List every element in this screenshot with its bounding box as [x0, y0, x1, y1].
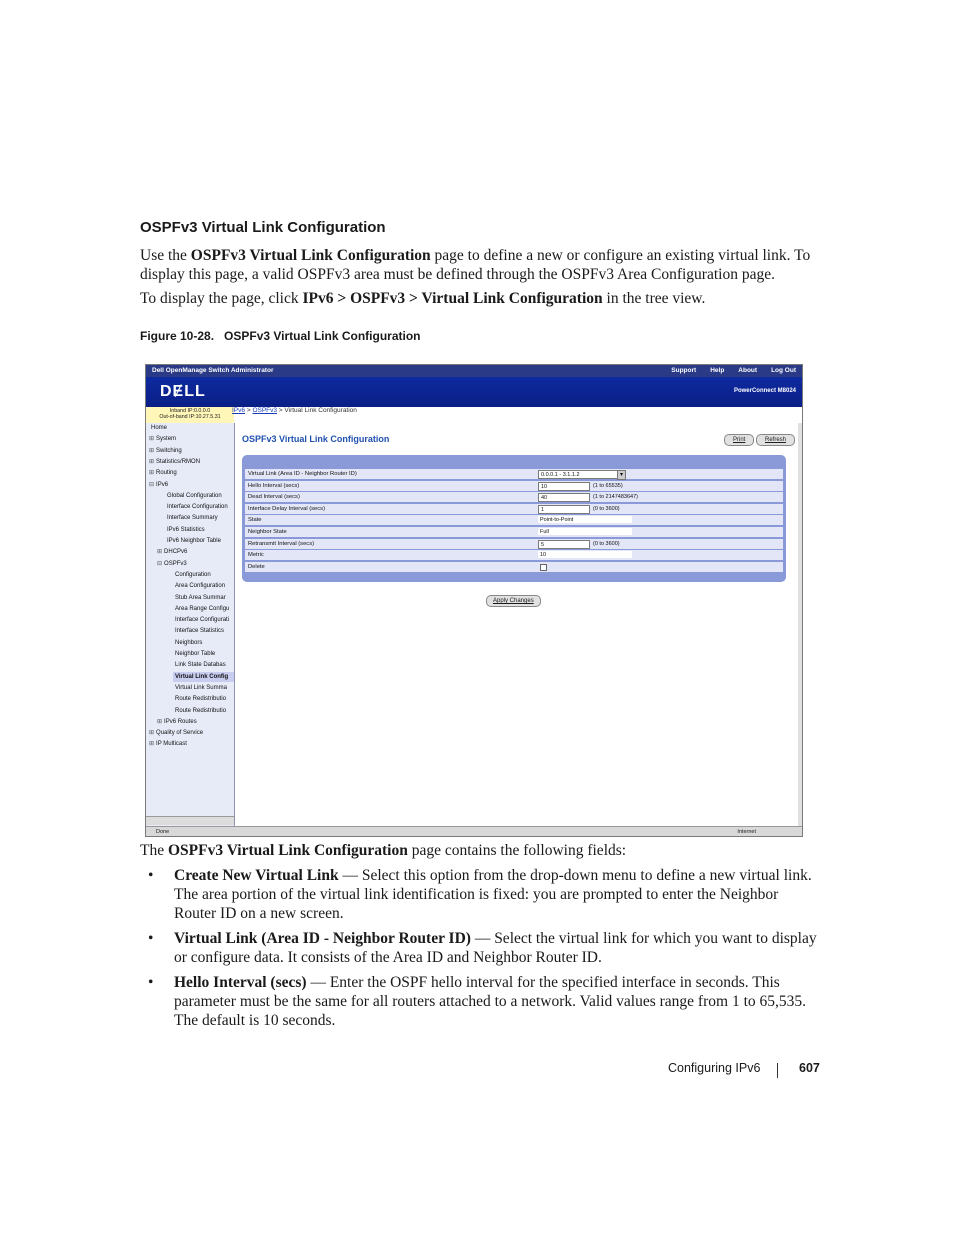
form-row	[245, 539, 783, 549]
list-item: • Create New Virtual Link — Select this option from the drop-down menu to define a new virtual link. The area portion of the virtual link identification is fixed: you are prompted to enter the Neighbor Router ID on a new screen.	[148, 867, 812, 922]
collapse-icon[interactable]: ⊟	[149, 481, 155, 488]
tree-item[interactable]	[157, 559, 234, 569]
tree-item[interactable]	[149, 457, 234, 467]
tree-item-label: IP Multicast	[156, 741, 187, 748]
tree-item[interactable]	[173, 683, 234, 693]
tree-item-label: Stub Area Summar	[175, 594, 226, 601]
value-input[interactable]: 5	[538, 540, 590, 549]
tree-item[interactable]	[165, 502, 234, 512]
refresh-button[interactable]: Refresh	[756, 434, 795, 446]
tree-item-label: Link State Databas	[175, 662, 226, 669]
form-row	[245, 481, 783, 491]
tree-item-label: Statistics/RMON	[156, 458, 201, 465]
tree-item-label: Route Redistributio	[175, 707, 227, 714]
field-label: State	[248, 517, 262, 524]
page-footer	[668, 1061, 824, 1081]
tree-item[interactable]	[173, 660, 234, 670]
section-heading: OSPFv3 Virtual Link Configuration	[140, 219, 386, 236]
expand-icon[interactable]: ⊞	[149, 741, 155, 748]
tree-item-label: System	[156, 436, 177, 443]
value-readonly: Point-to-Point	[538, 516, 632, 523]
field-label: Hello Interval (secs)	[248, 482, 300, 489]
tree-item-label: Route Redistributio	[175, 696, 227, 703]
intro-paragraph: Use the OSPFv3 Virtual Link Configuration page to define a new or configure an existing virtual link. To display this page, a valid OSPFv3 area must be defined through the OSPFv3 Area Configuration page.	[140, 247, 811, 283]
tree-item-label: Neighbor Table	[175, 651, 216, 657]
field-label: Retransmit Interval (secs)	[248, 540, 315, 547]
form-row	[245, 527, 783, 537]
tree-item-label: DHCPv6	[164, 549, 188, 556]
list-item: • Hello Interval (secs) — Enter the OSPF hello interval for the specified interface in seconds. This parameter must be the same for all routers attached to a network. Valid values range from 1 to 65,535. The default is 10 seconds.	[148, 974, 806, 1029]
tree-item-label: Configuration	[175, 571, 211, 578]
expand-icon[interactable]: ⊞	[157, 718, 163, 725]
form-row	[245, 504, 783, 514]
page-title: OSPFv3 Virtual Link Configuration	[242, 434, 390, 444]
top-links	[671, 367, 796, 374]
tree-item[interactable]	[149, 480, 234, 490]
tree-item[interactable]	[173, 615, 234, 625]
tree-item[interactable]	[149, 446, 234, 456]
tree-item-label: Interface Statistics	[175, 628, 225, 635]
value-input[interactable]: 1	[538, 505, 590, 514]
range-hint: (0 to 3600)	[593, 505, 620, 512]
page-scrollbar[interactable]	[798, 423, 802, 826]
tree-item-label: Virtual Link Summa	[175, 684, 227, 691]
tree-item[interactable]	[173, 649, 234, 659]
tree-item[interactable]	[173, 604, 234, 614]
admin-title-bar: Dell OpenManage Switch Administrator Support Help About Log Out	[146, 365, 802, 377]
brand-banner	[146, 377, 802, 407]
tree-item[interactable]	[173, 638, 234, 648]
expand-icon[interactable]: ⊞	[149, 436, 155, 443]
fields-intro: The OSPFv3 Virtual Link Configuration page contains the following fields:	[140, 842, 627, 859]
nav-paragraph: To display the page, click IPv6 > OSPFv3 > Virtual Link Configuration in the tree view.	[140, 290, 706, 307]
tree-item[interactable]	[149, 739, 234, 749]
tree-item-label: Neighbors	[175, 639, 203, 646]
field-label: Neighbor State	[248, 529, 287, 535]
tree-item[interactable]	[173, 581, 234, 591]
field-label: Delete	[248, 563, 265, 570]
tree-item-label: Quality of Service	[156, 730, 204, 737]
form-row	[245, 492, 783, 502]
tree-item-label: IPv6 Routes	[164, 718, 197, 725]
bullet-icon: •	[148, 930, 154, 947]
tree-item[interactable]	[173, 706, 234, 716]
dell-logo: DɆLL	[160, 383, 206, 400]
tree-item[interactable]	[149, 468, 234, 478]
range-hint: (1 to 65535)	[593, 482, 623, 489]
figure-caption: Figure 10-28. OSPFv3 Virtual Link Configuration	[140, 329, 421, 343]
tree-item-label: IPv6 Neighbor Table	[167, 538, 221, 544]
tree-item[interactable]	[165, 536, 234, 546]
virtual-link-select[interactable]: 0.0.0.1 - 3.1.1.2	[538, 470, 620, 479]
tree-item[interactable]	[165, 525, 234, 535]
tree-item-label: Interface Summary	[167, 515, 218, 522]
tree-item[interactable]	[149, 423, 234, 433]
chevron-down-icon[interactable]: ▾	[617, 470, 626, 480]
apply-changes-button[interactable]: Apply Changes	[486, 595, 541, 607]
tree-scrollbar[interactable]	[146, 816, 234, 825]
breadcrumb-ospfv3[interactable]: OSPFv3	[252, 407, 277, 414]
status-bar: Done Internet	[146, 826, 802, 837]
breadcrumb: IPv6 > OSPFv3 > Virtual Link Configuration	[232, 407, 357, 414]
footer-section-title: Configuring IPv6	[668, 1061, 761, 1075]
tree-item-label: Global Configuration	[167, 492, 222, 499]
expand-icon[interactable]: ⊞	[149, 730, 155, 737]
page-number: 607	[799, 1061, 820, 1075]
value-readonly: Full	[538, 528, 632, 535]
range-hint: (0 to 3600)	[593, 540, 620, 547]
tree-item-label: Virtual Link Config	[175, 673, 229, 680]
value-input[interactable]: 10	[538, 482, 590, 491]
tree-item[interactable]	[157, 717, 234, 727]
tree-item-label: Interface Configuration	[167, 504, 228, 511]
footer-divider	[777, 1063, 778, 1078]
range-hint: (1 to 2147483647)	[593, 494, 638, 501]
tree-item[interactable]	[173, 672, 234, 682]
tree-item-label: Area Configuration	[175, 583, 226, 590]
field-label: Dead Interval (secs)	[248, 494, 300, 501]
tree-item-label: Routing	[156, 470, 177, 477]
collapse-icon[interactable]: ⊟	[157, 560, 163, 567]
screenshot-figure	[145, 364, 803, 837]
product-name: PowerConnect M8024	[733, 388, 796, 394]
logout-link[interactable]: Log Out	[771, 367, 796, 374]
tree-item[interactable]	[165, 491, 234, 501]
tree-item[interactable]	[157, 547, 234, 557]
tree-item-label: Area Range Configu	[175, 605, 230, 612]
expand-icon[interactable]: ⊞	[149, 458, 155, 465]
form-row	[245, 550, 783, 560]
tree-item-label: Home	[151, 425, 168, 431]
help-link[interactable]: Help	[710, 367, 725, 374]
ip-info: Inband IP:0.0.0.0 Out-of-band IP:10.27.5.31	[146, 407, 234, 424]
about-link[interactable]: About	[738, 367, 758, 374]
tree-item-label: Interface Configurati	[175, 617, 230, 624]
field-label: Virtual Link (Area ID - Neighbor Router ID)	[248, 471, 357, 477]
form-row	[245, 515, 783, 525]
tree-item-label: IPv6 Statistics	[167, 526, 205, 533]
tree-view	[146, 423, 235, 826]
field-list	[140, 866, 820, 1036]
expand-icon[interactable]: ⊞	[149, 447, 155, 454]
tree-item[interactable]	[149, 728, 234, 738]
support-link[interactable]: Support	[671, 367, 697, 374]
tree-item[interactable]	[173, 694, 234, 704]
delete-checkbox[interactable]	[540, 564, 547, 571]
value-input[interactable]: 40	[538, 493, 590, 502]
value-readonly: 10	[538, 551, 632, 558]
tree-item-label: OSPFv3	[164, 560, 187, 567]
tree-item[interactable]	[149, 434, 234, 444]
expand-icon[interactable]: ⊞	[149, 470, 155, 477]
bullet-icon: •	[148, 974, 154, 991]
expand-icon[interactable]: ⊞	[157, 549, 163, 556]
form-row	[245, 562, 783, 572]
list-item: • Virtual Link (Area ID - Neighbor Router ID) — Select the virtual link for which you want to display or configure data. It consists of the Area ID and Neighbor Router ID.	[148, 930, 817, 966]
tree-item-label: IPv6	[156, 481, 169, 488]
bullet-icon: •	[148, 867, 154, 884]
tree-item[interactable]	[165, 513, 234, 523]
tree-item-label: Switching	[156, 447, 182, 454]
field-label: Metric	[248, 552, 264, 559]
breadcrumb-ipv6[interactable]: IPv6	[232, 407, 246, 414]
tree-item[interactable]	[173, 626, 234, 636]
form-row	[245, 469, 783, 479]
config-form	[242, 455, 786, 582]
print-button[interactable]: Print	[724, 434, 754, 446]
tree-item[interactable]	[173, 570, 234, 580]
tree-item[interactable]	[173, 593, 234, 603]
field-label: Interface Delay Interval (secs)	[248, 505, 325, 512]
